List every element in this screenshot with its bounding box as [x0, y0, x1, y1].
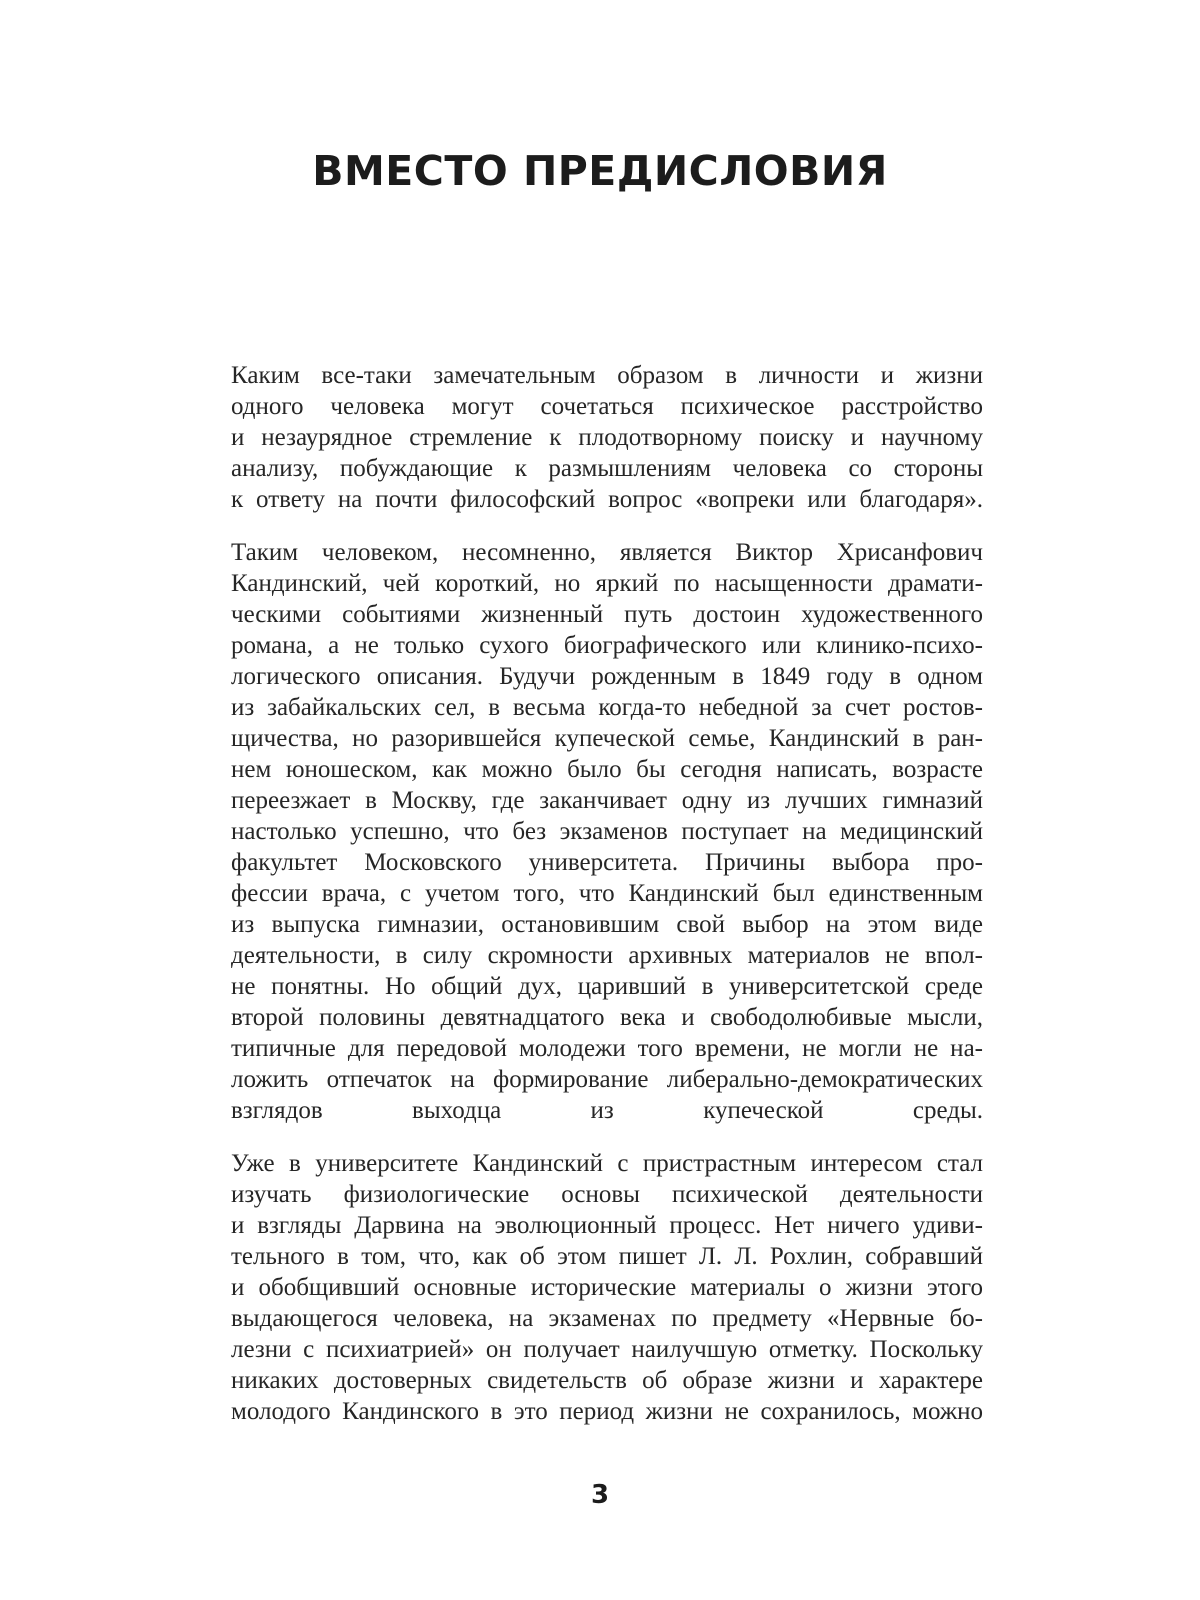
text-line: и обобщивший основные исторические материалы о жизни этого — [231, 1274, 983, 1301]
body-text — [231, 360, 983, 1427]
text-line: факультет Московского университета. Причины выбора про- — [231, 849, 983, 876]
chapter-title: ВМЕСТО ПРЕДИСЛОВИЯ — [312, 147, 888, 195]
text-line: анализу, побуждающие к размышлениям человека со стороны — [231, 455, 983, 482]
text-line: одного человека могут сочетаться психическое расстройство — [231, 393, 983, 420]
text-line: ческими событиями жизненный путь достоин художественного — [231, 601, 983, 628]
page-number: 3 — [590, 1480, 610, 1510]
text-line: нем юношеском, как можно было бы сегодня написать, возрасте — [231, 756, 983, 783]
text-line: выдающегося человека, на экзаменах по предмету «Нервные бо- — [231, 1305, 983, 1332]
paragraph — [231, 537, 983, 1126]
text-line: к ответу на почти философский вопрос «вопреки или благодаря». — [231, 486, 983, 513]
text-line: типичные для передовой молодежи того времени, не могли не на- — [231, 1035, 983, 1062]
text-line: романа, а не только сухого биографического или клинико-психо- — [231, 632, 983, 659]
text-line: второй половины девятнадцатого века и свободолюбивые мысли, — [231, 1004, 983, 1031]
text-line: и незаурядное стремление к плодотворному поиску и научному — [231, 424, 983, 451]
text-line: Каким все-таки замечательным образом в личности и жизни — [231, 362, 983, 389]
text-line: переезжает в Москву, где заканчивает одну из лучших гимназий — [231, 787, 983, 814]
text-line: никаких достоверных свидетельств об образе жизни и характере — [231, 1367, 983, 1394]
text-line: молодого Кандинского в это период жизни не сохранилось, можно — [231, 1398, 983, 1425]
text-line: из забайкальских сел, в весьма когда-то небедной за счет ростов- — [231, 694, 983, 721]
text-line: тельного в том, что, как об этом пишет Л. Л. Рохлин, собравший — [231, 1243, 983, 1270]
text-line: Уже в университете Кандинский с пристрастным интересом стал — [231, 1150, 983, 1177]
text-line: лезни с психиатрией» он получает наилучшую отметку. Поскольку — [231, 1336, 983, 1363]
text-line: Таким человеком, несомненно, является Виктор Хрисанфович — [231, 539, 983, 566]
text-line: изучать физиологические основы психической деятельности — [231, 1181, 983, 1208]
text-line: Кандинский, чей короткий, но яркий по насыщенности драмати- — [231, 570, 983, 597]
text-line: щичества, но разорившейся купеческой семье, Кандинский в ран- — [231, 725, 983, 752]
paragraph — [231, 1148, 983, 1427]
text-line: настолько успешно, что без экзаменов поступает на медицинский — [231, 818, 983, 845]
text-line: деятельности, в силу скромности архивных материалов не впол- — [231, 942, 983, 969]
text-line: фессии врача, с учетом того, что Кандинский был единственным — [231, 880, 983, 907]
text-line: логического описания. Будучи рожденным в 1849 году в одном — [231, 663, 983, 690]
text-line: и взгляды Дарвина на эволюционный процесс. Нет ничего удиви- — [231, 1212, 983, 1239]
text-line: из выпуска гимназии, остановившим свой выбор на этом виде — [231, 911, 983, 938]
paragraph — [231, 360, 983, 515]
text-line: взглядов выходца из купеческой среды. — [231, 1097, 983, 1124]
text-line: не понятны. Но общий дух, царивший в университетской среде — [231, 973, 983, 1000]
text-line: ложить отпечаток на формирование либерально-демократических — [231, 1066, 983, 1093]
